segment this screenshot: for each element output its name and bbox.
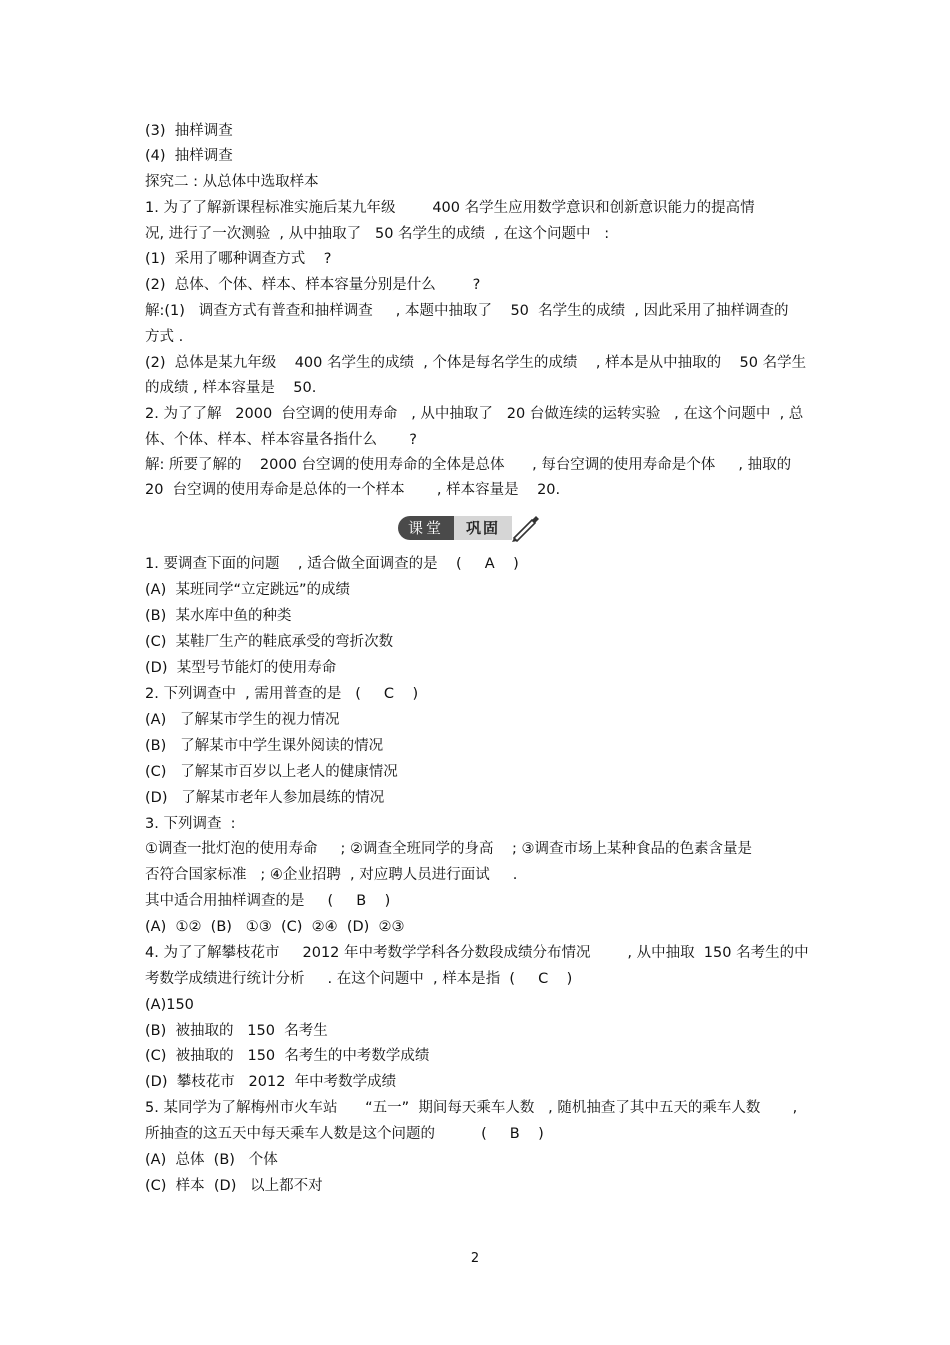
option-line: (A) 某班同学“立定跳远”的成绩 <box>145 582 350 598</box>
option-line: (B) 被抽取的 150 名考生 <box>145 1023 328 1039</box>
option-line: (D) 攀枝花市 2012 年中考数学成绩 <box>145 1074 397 1090</box>
text-line: (2) 总体是某九年级 400 名学生的成绩 , 个体是每名学生的成绩 , 样本是从中抽取的 50 名学生 <box>145 355 807 371</box>
question-line: 1. 要调查下面的问题 , 适合做全面调查的是 ( A ) <box>145 556 519 572</box>
option-line: (C) 某鞋厂生产的鞋底承受的弯折次数 <box>145 634 394 650</box>
option-line: (C) 被抽取的 150 名考生的中考数学成绩 <box>145 1048 430 1064</box>
section-heading: 探究二 : 从总体中选取样本 <box>145 174 319 190</box>
text-line: (4) 抽样调查 <box>145 148 233 164</box>
option-line: (B) 了解某市中学生课外阅读的情况 <box>145 738 384 754</box>
text-line: 况, 进行了一次测验 , 从中抽取了 50 名学生的成绩 , 在这个问题中 : <box>145 226 610 242</box>
text-line: ①调查一批灯泡的使用寿命 ; ②调查全班同学的身高 ; ③调查市场上某种食品的色素含量是 <box>145 841 752 857</box>
option-line: (B) 某水库中鱼的种类 <box>145 608 292 624</box>
banner-right-label: 巩固 <box>454 516 512 540</box>
option-line: (A)150 <box>145 997 194 1013</box>
option-line: (C) 了解某市百岁以上老人的健康情况 <box>145 764 398 780</box>
question-line: 3. 下列调查 : <box>145 816 236 832</box>
option-line: (D) 某型号节能灯的使用寿命 <box>145 660 337 676</box>
text-line: 的成绩 , 样本容量是 50. <box>145 380 317 396</box>
question-line: 2. 下列调查中 , 需用普查的是 ( C ) <box>145 686 419 702</box>
option-line: (A) ①② (B) ①③ (C) ②④ (D) ②③ <box>145 919 405 935</box>
section-banner <box>392 512 542 544</box>
page-number: 2 <box>470 1251 480 1266</box>
question-line: 5. 某同学为了解梅州市火车站 “五一” 期间每天乘车人数 , 随机抽查了其中五天的乘车人数 , <box>145 1100 798 1116</box>
question-line: 4. 为了了解攀枝花市 2012 年中考数学学科各分数段成绩分布情况 , 从中抽取 150 名考生的中 <box>145 945 809 961</box>
option-line: (C) 样本 (D) 以上都不对 <box>145 1178 323 1194</box>
text-line: (2) 总体、个体、样本、样本容量分别是什么 ? <box>145 277 481 293</box>
text-line: 解:(1) 调查方式有普查和抽样调查 , 本题中抽取了 50 名学生的成绩 , 因此采用了抽样调查的 <box>145 303 789 319</box>
text-line: (1) 采用了哪种调查方式 ? <box>145 251 332 267</box>
option-line: (A) 总体 (B) 个体 <box>145 1152 278 1168</box>
text-line: 1. 为了了解新课程标准实施后某九年级 400 名学生应用数学意识和创新意识能力的提高情 <box>145 200 755 216</box>
text-line: 体、个体、样本、样本容量各指什么 ? <box>145 432 417 448</box>
text-line: 2. 为了了解 2000 台空调的使用寿命 , 从中抽取了 20 台做连续的运转实验 , 在这个问题中 , 总 <box>145 406 804 422</box>
text-line: 方式 . <box>145 329 184 345</box>
pen-icon <box>510 514 540 542</box>
text-line: 考数学成绩进行统计分析 . 在这个问题中 , 样本是指 ( C ) <box>145 971 573 987</box>
text-line: 20 台空调的使用寿命是总体的一个样本 , 样本容量是 20. <box>145 482 561 498</box>
text-line: 其中适合用抽样调查的是 ( B ) <box>145 893 391 909</box>
text-line: 解: 所要了解的 2000 台空调的使用寿命的全体是总体 , 每台空调的使用寿命是个体 , 抽取的 <box>145 457 792 473</box>
option-line: (A) 了解某市学生的视力情况 <box>145 712 340 728</box>
text-line: 否符合国家标准 ; ④企业招聘 , 对应聘人员进行面试 . <box>145 867 518 883</box>
banner-left-label: 课堂 <box>398 516 454 540</box>
text-line: 所抽查的这五天中每天乘车人数是这个问题的 ( B ) <box>145 1126 544 1142</box>
text-line: (3) 抽样调查 <box>145 123 233 139</box>
option-line: (D) 了解某市老年人参加晨练的情况 <box>145 790 385 806</box>
